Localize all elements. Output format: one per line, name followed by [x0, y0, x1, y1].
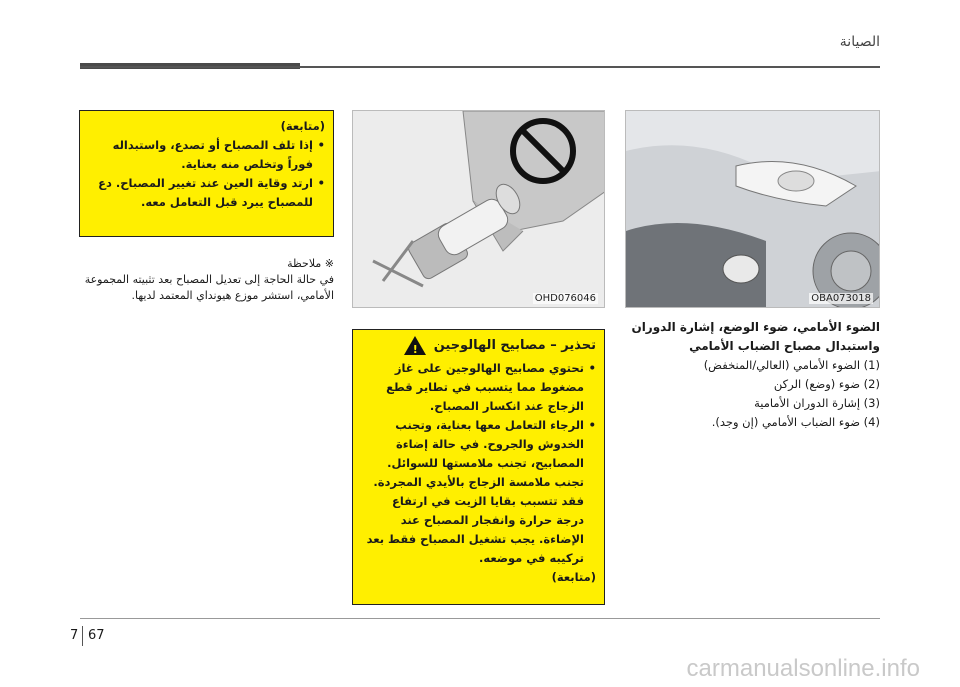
warning-box: [352, 329, 605, 605]
photo-code: OBA073018: [811, 293, 871, 304]
list-item: (2) ضوء (وضع) الركن: [773, 377, 880, 391]
warning-item: • الرجاء التعامل معها بعناية، وتجنب الخدوش والجروح. في حالة إضاءة المصابيح، تجنب ملامستها للسوائل. تجنب ملامسة الزجاج بالأيدي المجردة. فقد تتسبب بقايا الزيت في ارتفاع درجة حرارة وانفجار المصباح عند الإضاءة. يجب تشغيل المصباح فقط بعد تركيبه في موضعه.: [361, 416, 596, 568]
warning-item: • تحتوي مصابيح الهالوجين على غاز مضغوط مما يتسبب في تطاير قطع الزجاج عند انكسار المصباح.: [361, 359, 596, 416]
car-front-illustration: [626, 111, 880, 308]
section-heading: الضوء الأمامي، ضوء الوضع، إشارة الدوران واستبدال مصباح الضباب الأمامي: [631, 320, 880, 353]
list-item: (4) ضوء الضباب الأمامي (إن وجد).: [711, 415, 880, 429]
photo-code: OHD076046: [534, 293, 596, 304]
caution-title: (متابعة): [280, 119, 325, 133]
warning-triangle-icon: !: [404, 336, 426, 355]
note-label: ※ ملاحظة: [287, 257, 334, 270]
warning-title: تحذير – مصابيح الهالوجين: [433, 338, 596, 353]
warning-continued: (متابعة): [551, 570, 596, 584]
caution-item: • إذا تلف المصباح أو تصدع، واستبداله فوراً وتخلص منه بعناية.: [88, 136, 325, 174]
list-item: (1) الضوء الأمامي (العالي/المنخفض): [703, 358, 880, 372]
caution-box: [79, 110, 334, 237]
section-title: الصيانة: [839, 34, 880, 50]
footer-divider: [82, 626, 83, 646]
caution-item: • ارتد وقاية العين عند تغيير المصباح. دع للمصباح يبرد قبل التعامل معه.: [88, 174, 325, 212]
list-item: (3) إشارة الدوران الأمامية: [754, 396, 880, 410]
note-text: في حالة الحاجة إلى تعديل المصباح بعد تثبيته المجموعة الأمامي، استشر موزع هيونداي المعتمد لديها.: [84, 273, 334, 302]
footer-rule: [80, 618, 880, 619]
main-text: [625, 318, 880, 432]
halogen-bulb-photo: [352, 110, 605, 308]
header-rule: [80, 66, 880, 68]
chapter-number: 7: [70, 628, 79, 643]
hand-holding-bulb-illustration: [353, 111, 605, 308]
page-number: 67: [88, 628, 105, 643]
note-block: [79, 256, 334, 304]
warning-header: [361, 336, 596, 355]
car-headlamp-photo: [625, 110, 880, 308]
watermark: carmanualsonline.info: [686, 655, 920, 682]
